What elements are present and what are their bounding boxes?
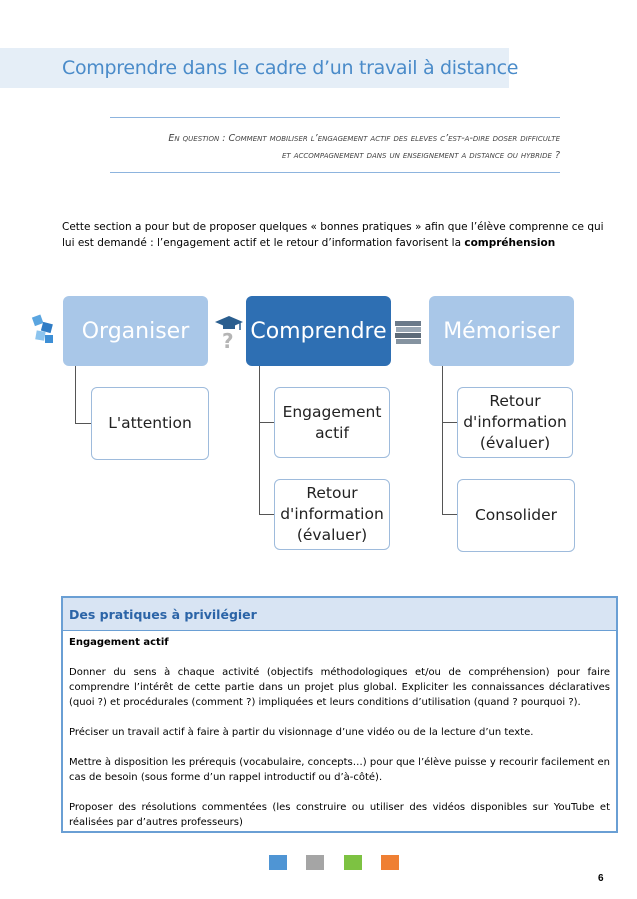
guiding-question — [110, 130, 560, 164]
svg-text:?: ? — [222, 329, 234, 352]
footer-square-green — [344, 855, 362, 870]
diagram-memoriser-item-retour: Retour d'information (évaluer) — [457, 387, 573, 458]
comprendre-connector — [259, 366, 260, 515]
comprendre-branch-1 — [259, 422, 274, 423]
memoriser-branch-1 — [442, 422, 457, 423]
graduation-cap-question-icon — [213, 312, 245, 352]
organiser-branch-1 — [75, 423, 91, 424]
puzzle-icon — [30, 313, 58, 347]
practices-panel-subtitle: Engagement actif — [69, 637, 169, 648]
diagram-comprendre-item-retour: Retour d'information (évaluer) — [274, 479, 390, 550]
question-line-1: En question : Comment mobiliser l’engagement actif des eleves c’est-a-dire doser difficulte — [168, 133, 560, 144]
footer-square-blue — [269, 855, 287, 870]
diagram-memoriser-item-consolider: Consolider — [457, 479, 575, 552]
diagram-memoriser-box: Mémoriser — [429, 296, 574, 366]
practice-paragraph: Proposer des résolutions commentées (les construire ou utiliser des vidéos disponibles sur YouTube et réalisées par d’autres professeurs) — [69, 802, 610, 828]
footer-square-orange — [381, 855, 399, 870]
practices-panel-body — [63, 631, 616, 830]
page-number: 6 — [598, 873, 604, 884]
practice-paragraph: Mettre à disposition les prérequis (vocabulaire, concepts…) pour que l’élève puisse y recourir facilement en cas de besoin (sous forme d’un rappel introductif ou d’à-côté). — [69, 757, 610, 783]
memoriser-connector — [442, 366, 443, 515]
practice-paragraph: Donner du sens à chaque activité (objectifs méthodologiques et/ou de compréhension) pour faire comprendre l’intérêt de cette partie dans un projet plus global. Expliciter les connaissances déclaratives (quoi ?) et procédurales (comment ?) impliquées et leurs conditions d’utilisation (quand ? pourquoi ?). — [69, 667, 610, 708]
intro-paragraph — [62, 219, 610, 251]
intro-text: Cette section a pour but de proposer quelques « bonnes pratiques » afin que l’élève comprenne ce qui lui est demandé : l’engagement actif et le retour d’information favorisent la — [62, 221, 604, 249]
diagram-comprendre-item-engagement: Engagement actif — [274, 387, 390, 458]
question-bottom-rule — [110, 172, 560, 173]
question-line-2: et accompagnement dans un enseignement a distance ou hybride ? — [282, 150, 560, 161]
memoriser-branch-2 — [442, 514, 457, 515]
footer-square-grey — [306, 855, 324, 870]
practices-panel-title: Des pratiques à privilégier — [63, 598, 616, 631]
intro-bold-word: compréhension — [464, 237, 556, 249]
section-title: Comprendre dans le cadre d’un travail à distance — [62, 57, 519, 79]
diagram-comprendre-box: Comprendre — [246, 296, 391, 366]
question-top-rule — [110, 117, 560, 118]
practice-paragraph: Préciser un travail actif à faire à partir du visionnage d’une vidéo ou de la lecture d’un texte. — [69, 727, 534, 738]
practices-panel — [61, 596, 618, 833]
diagram-organiser-item-attention: L'attention — [91, 387, 209, 460]
comprendre-branch-2 — [259, 514, 274, 515]
books-stack-icon — [393, 319, 423, 347]
organiser-connector — [75, 366, 76, 423]
diagram-organiser-box: Organiser — [63, 296, 208, 366]
